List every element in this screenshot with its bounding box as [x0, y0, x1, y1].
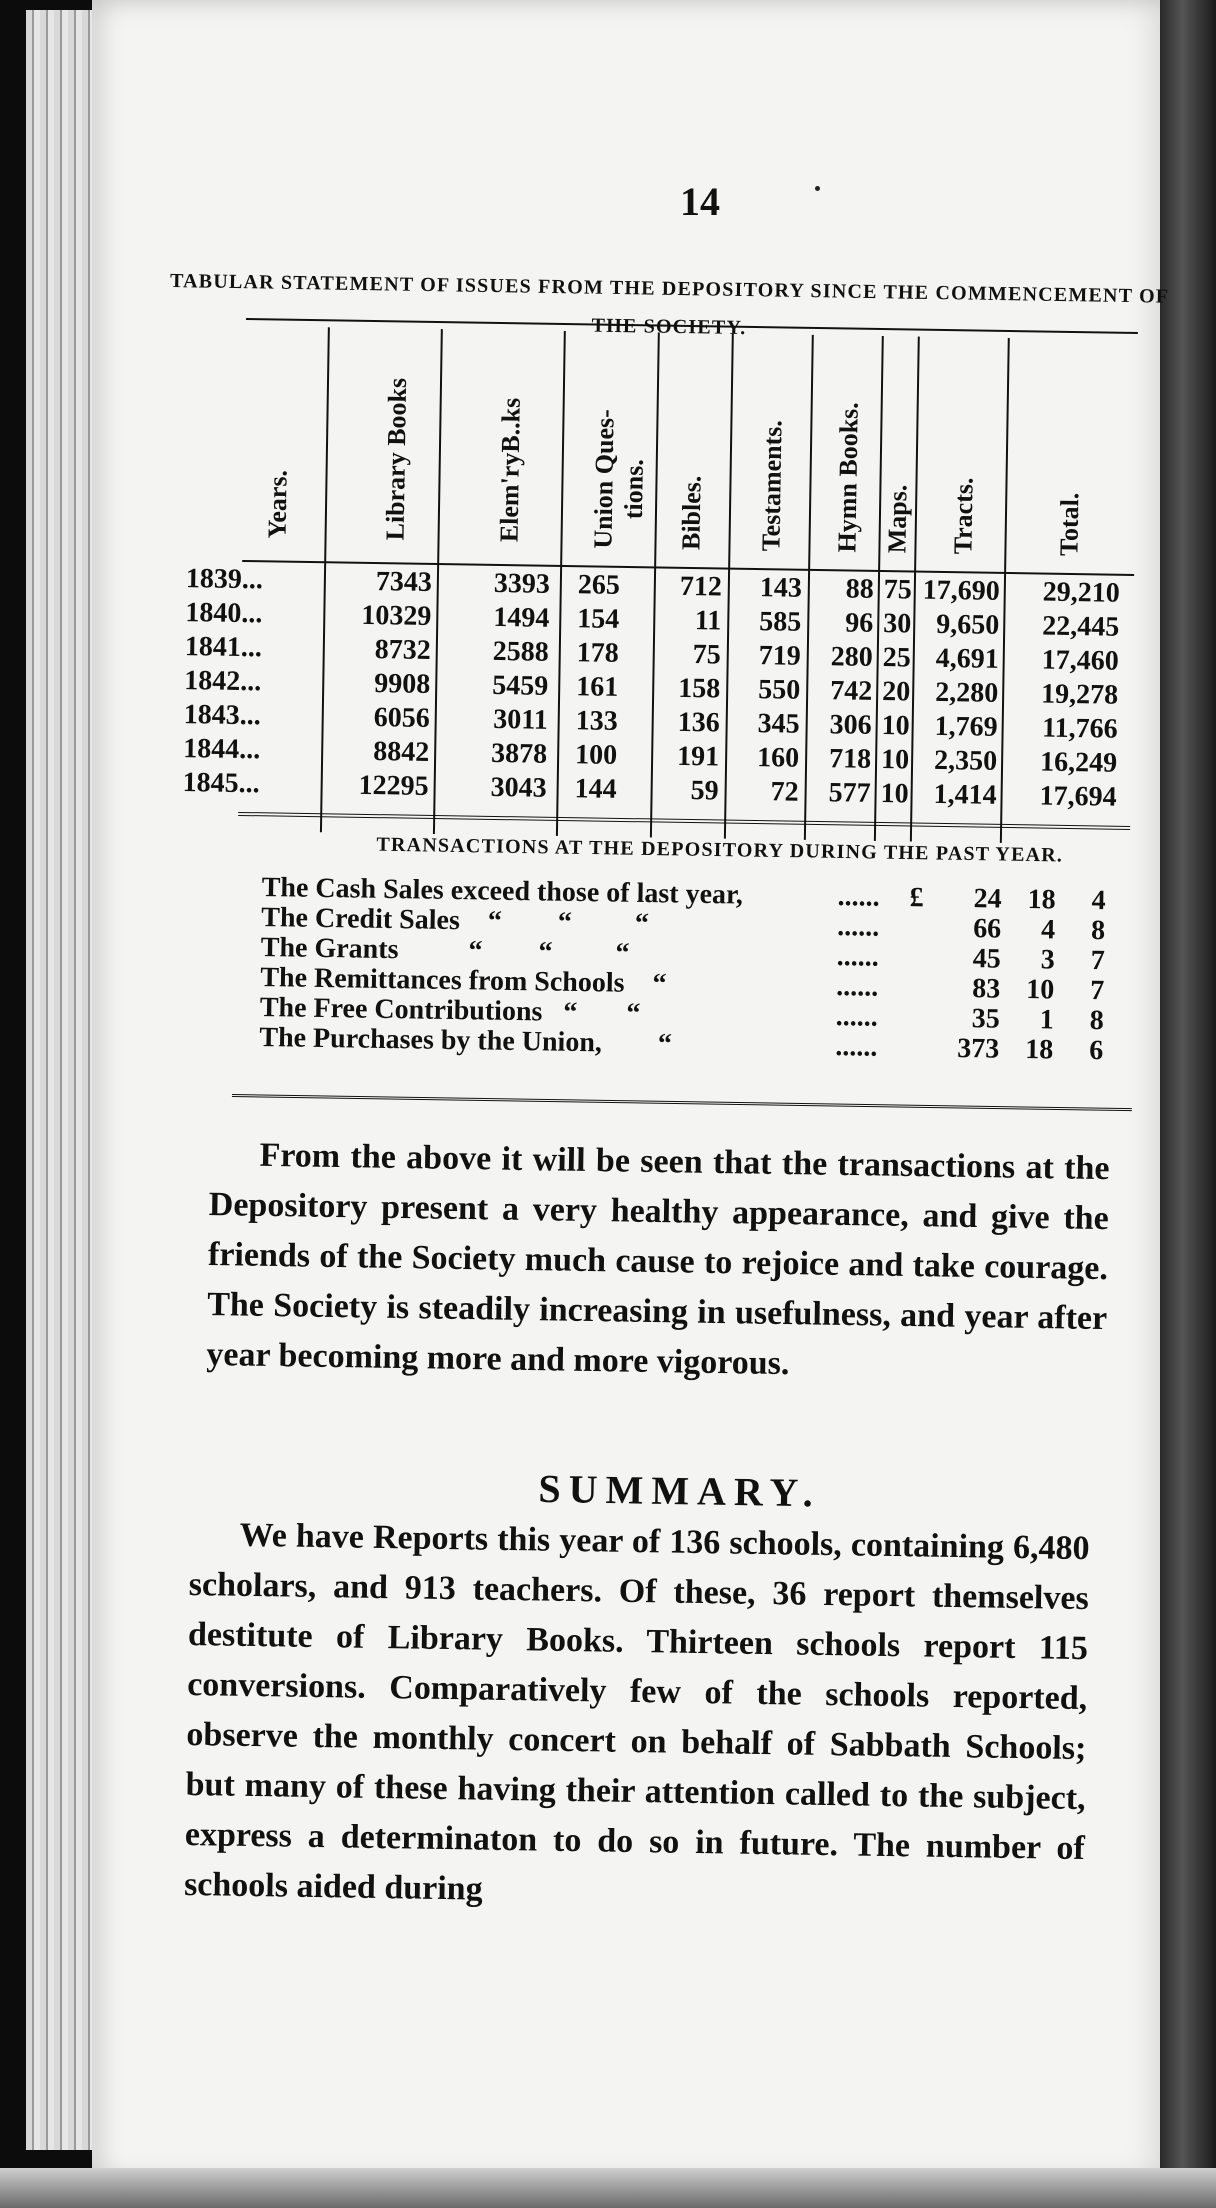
table-cell-testaments: 143 [759, 572, 803, 604]
transaction-pounds: 373 [957, 1032, 1000, 1065]
transaction-shillings: 10 [1026, 974, 1055, 1006]
table-cell-year: 1841... [184, 631, 263, 664]
table-cell-testaments: 719 [758, 640, 801, 672]
table-cell-tracts: 2,280 [934, 676, 999, 709]
table-cell-hymn: 88 [845, 573, 875, 605]
table-cell-total: 16,249 [1039, 746, 1118, 779]
transaction-currency: £ [909, 882, 924, 914]
table-cell-year: 1845... [182, 767, 260, 800]
table-cell-library: 6056 [373, 702, 430, 734]
table-cell-elementary: 3878 [490, 737, 548, 770]
transaction-pence: 7 [1089, 975, 1105, 1007]
table-cell-total: 22,445 [1042, 610, 1120, 643]
table-cell-maps: 10 [880, 778, 909, 810]
transaction-shillings: 18 [1025, 1034, 1054, 1066]
table-cell-maps: 10 [880, 744, 910, 776]
ink-speck [815, 186, 820, 191]
transactions-list [259, 872, 1142, 1066]
table-cell-elementary: 3043 [490, 771, 547, 804]
transaction-shillings: 4 [1040, 914, 1056, 946]
table-cell-bibles: 158 [677, 672, 721, 705]
table-cell-library: 7343 [375, 566, 433, 598]
transaction-leader-dots: ...... [837, 881, 880, 913]
transaction-pence: 6 [1089, 1035, 1104, 1067]
transaction-pounds: 45 [972, 943, 1001, 975]
table-cell-testaments: 160 [756, 742, 800, 774]
table-cell-total: 11,766 [1041, 712, 1118, 745]
table-cell-maps: 10 [881, 710, 910, 742]
col-header-union-line-1: Union Ques- [588, 409, 620, 549]
table-cell-tracts: 17,690 [922, 574, 1001, 607]
transaction-pounds: 83 [972, 973, 1001, 1005]
col-header-maps: Maps. [882, 484, 913, 554]
transaction-label: The Credit Sales “ “ “ [261, 901, 650, 940]
table-cell-union: 144 [574, 773, 617, 805]
table-cell-union: 154 [577, 603, 620, 635]
table-cell-library: 8842 [372, 736, 430, 768]
table-cell-testaments: 72 [770, 776, 799, 808]
transaction-leader-dots: ...... [836, 941, 879, 973]
table-cell-tracts: 2,350 [933, 744, 998, 777]
col-header-library-books: Library Books [380, 377, 413, 541]
transaction-shillings: 3 [1040, 944, 1055, 976]
table-cell-testaments: 585 [759, 606, 802, 638]
col-header-tracts: Tracts. [948, 477, 979, 555]
table-cell-hymn: 577 [828, 777, 871, 809]
table-cell-elementary: 3011 [493, 703, 548, 736]
table-cell-year: 1840... [185, 597, 263, 630]
table-cell-library: 9908 [374, 668, 431, 700]
transaction-pence: 7 [1090, 945, 1105, 977]
table-cell-bibles: 712 [679, 570, 723, 603]
table-cell-elementary: 3393 [493, 567, 551, 600]
paragraph-summary [184, 1510, 1090, 1924]
table-cell-year: 1842... [184, 665, 262, 698]
table-cell-union: 100 [574, 739, 618, 771]
transaction-label: The Free Contributions “ “ [259, 991, 641, 1029]
table-cell-total: 19,278 [1040, 678, 1119, 711]
transaction-pounds: 66 [972, 913, 1002, 945]
col-header-total: Total. [1054, 492, 1085, 557]
transaction-pence: 4 [1091, 885, 1106, 917]
table-cell-hymn: 742 [829, 675, 873, 707]
table-title: TABULAR STATEMENT OF ISSUES FROM THE DEPOSITORY SINCE THE COMMENCEMENT OF THE SOCIETY. [169, 270, 1170, 340]
table-cell-library: 10329 [361, 599, 432, 632]
table-cell-library: 8732 [374, 634, 432, 666]
table-cell-tracts: 4,691 [935, 642, 999, 675]
table-cell-tracts: 1,414 [933, 778, 997, 811]
table-cell-tracts: 9,650 [936, 608, 1000, 641]
table-cell-elementary: 5459 [492, 669, 549, 702]
page-number: 14 [680, 179, 720, 224]
transaction-label: The Cash Sales exceed those of last year, [261, 872, 744, 911]
table-cell-year: 1844... [182, 733, 261, 766]
summary-heading: SUMMARY. [538, 1465, 822, 1516]
transaction-pounds: 35 [971, 1003, 1001, 1035]
table-cell-union: 178 [576, 637, 620, 669]
transaction-pence: 8 [1089, 1005, 1105, 1037]
table-bottom-rule [238, 812, 1130, 830]
table-cell-bibles: 75 [692, 639, 722, 671]
transaction-pence: 8 [1090, 915, 1106, 947]
table-cell-maps: 25 [882, 642, 911, 674]
table-cell-year: 1839... [185, 563, 264, 596]
table-cell-bibles: 11 [694, 605, 722, 637]
table-cell-hymn: 280 [830, 641, 873, 673]
col-header-testaments: Testaments. [756, 419, 788, 552]
transaction-leader-dots: ...... [836, 911, 880, 943]
table-cell-testaments: 345 [757, 708, 800, 740]
paragraph-1-text: From the above it will be seen that the transactions at the Depository present a very healthy appearance, and give the friends of the Society much cause to rejoice and take courage. The Society is steadily increasing in usefulness, and year after year becoming more and more vigorous. [206, 1136, 1110, 1383]
transaction-label: The Purchases by the Union, “ [259, 1021, 673, 1060]
table-cell-hymn: 96 [845, 607, 874, 639]
issues-table [182, 318, 1138, 852]
table-cell-total: 17,460 [1041, 644, 1119, 677]
transactions-title: TRANSACTIONS AT THE DEPOSITORY DURING THE PAST YEAR. [376, 833, 1064, 867]
transaction-shillings: 1 [1039, 1004, 1055, 1036]
table-cell-union: 133 [575, 705, 618, 737]
table-cell-year: 1843... [183, 699, 261, 732]
table-cell-tracts: 1,769 [934, 710, 998, 743]
col-header-union-questions [588, 409, 650, 549]
table-cell-elementary: 2588 [492, 635, 550, 668]
table-cell-maps: 30 [883, 608, 912, 640]
col-header-union-line-2: tions. [618, 458, 649, 520]
transaction-shillings: 18 [1027, 884, 1056, 916]
table-cell-maps: 20 [881, 676, 911, 708]
col-header-bibles: Bibles. [676, 475, 707, 551]
paragraph-2-text: We have Reports this year of 136 schools, containing 6,480 scholars, and 913 teachers. Of these, 36 report themselves destitute of Library Books. Thirteen schools report 115 conversions. Comparatively few of the schools reported, observe the monthly concert on behalf of Sabbath Schools; but many of these having their attention called to the subject, express a determinaton to do so in future. The number of schools aided during [183, 1516, 1090, 1908]
transaction-label: The Grants “ “ “ [260, 931, 630, 969]
table-cell-union: 265 [577, 569, 621, 601]
transaction-leader-dots: ...... [835, 1001, 879, 1033]
table-cell-maps: 75 [883, 574, 913, 606]
table-cell-library: 12295 [358, 769, 429, 802]
table-cell-bibles: 191 [676, 740, 720, 773]
table-cell-hymn: 718 [828, 743, 872, 775]
transaction-leader-dots: ...... [835, 1031, 878, 1063]
page-bottom-edge [0, 2168, 1216, 2208]
paragraph-transactions [206, 1130, 1110, 1394]
col-header-hymn-books: Hymn Books. [832, 401, 864, 553]
table-cell-testaments: 550 [757, 674, 801, 706]
table-cell-elementary: 1494 [493, 601, 550, 634]
table-cell-hymn: 306 [829, 709, 872, 741]
transaction-leader-dots: ...... [836, 971, 879, 1003]
table-cell-bibles: 59 [690, 775, 719, 807]
table-cell-bibles: 136 [677, 706, 720, 739]
transaction-pounds: 24 [973, 883, 1002, 915]
transaction-label: The Remittances from Schools “ [260, 961, 667, 1000]
table-cell-union: 161 [576, 671, 619, 703]
table-cell-total: 29,210 [1042, 576, 1121, 609]
col-header-years: Years. [262, 469, 293, 539]
col-header-elementary-books: Elem'ryB..ks [494, 397, 526, 543]
table-cell-total: 17,694 [1039, 780, 1117, 813]
